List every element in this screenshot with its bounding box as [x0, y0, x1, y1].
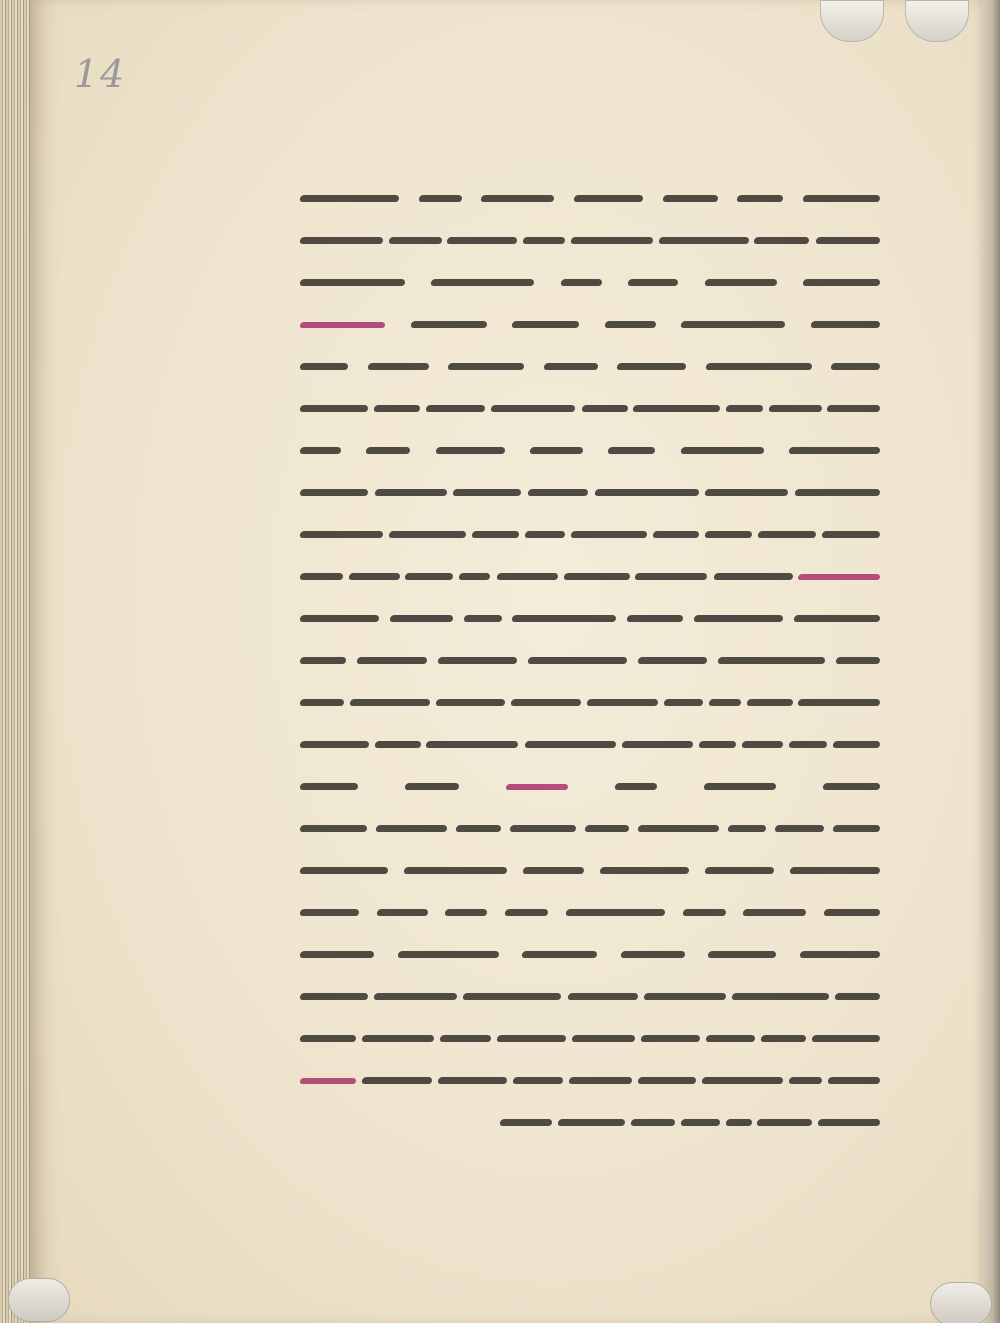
ink-stroke: [743, 909, 807, 916]
ink-stroke: [706, 1035, 756, 1042]
ink-stroke: [725, 1119, 752, 1126]
ink-stroke: [496, 573, 558, 580]
ink-stroke: [563, 573, 630, 580]
ink-stroke: [367, 363, 429, 370]
ink-stroke: [704, 279, 777, 286]
ink-stroke: [586, 699, 658, 706]
ink-stroke: [447, 237, 518, 244]
ink-stroke: [812, 1035, 881, 1042]
ink-stroke: [746, 699, 793, 706]
ink-stroke: [702, 1077, 784, 1084]
manuscript-line: [300, 296, 880, 338]
manuscript-line: [300, 338, 880, 380]
ink-stroke: [581, 405, 628, 412]
ink-stroke: [638, 1077, 697, 1084]
ink-stroke: [300, 573, 344, 580]
ink-stroke: [628, 279, 679, 286]
manuscript-line: [300, 1010, 880, 1052]
ink-stroke: [426, 741, 519, 748]
manuscript-line: [300, 716, 880, 758]
ink-stroke: [823, 909, 880, 916]
ink-stroke: [438, 657, 518, 664]
manuscript-line: [300, 842, 880, 884]
ink-stroke: [810, 321, 880, 328]
ink-stroke: [704, 783, 777, 790]
ink-stroke: [418, 195, 462, 202]
ink-stroke: [357, 657, 428, 664]
ink-stroke: [568, 1077, 632, 1084]
ink-stroke: [818, 1119, 881, 1126]
ink-stroke: [512, 1077, 563, 1084]
ink-stroke: [405, 783, 460, 790]
ink-stroke: [471, 531, 519, 538]
ink-stroke: [731, 993, 829, 1000]
ink-stroke: [512, 615, 617, 622]
ink-stroke: [300, 531, 384, 538]
ink-stroke: [821, 531, 880, 538]
ink-stroke: [682, 909, 726, 916]
ink-stroke: [565, 909, 665, 916]
ink-stroke: [705, 489, 789, 496]
ink-stroke: [491, 405, 576, 412]
ink-stroke: [300, 909, 360, 916]
ink-stroke: [366, 447, 411, 454]
ink-stroke: [299, 699, 344, 706]
ink-stroke: [410, 321, 487, 328]
manuscript-line: [300, 590, 880, 632]
ink-stroke: [570, 531, 647, 538]
ink-stroke: [680, 1119, 720, 1126]
manuscript-line: [300, 170, 880, 212]
ink-stroke: [831, 363, 881, 370]
manuscript-line: [300, 926, 880, 968]
ink-stroke: [388, 237, 442, 244]
ink-stroke: [621, 741, 693, 748]
ink-stroke: [572, 1035, 636, 1042]
ink-stroke: [662, 195, 718, 202]
ink-stroke: [481, 195, 555, 202]
ink-stroke: [373, 405, 420, 412]
ink-stroke: [802, 195, 880, 202]
ink-stroke: [524, 741, 616, 748]
ink-stroke: [823, 783, 881, 790]
manuscript-line: [500, 1094, 880, 1136]
ink-stroke: [527, 489, 588, 496]
ink-stroke: [300, 825, 368, 832]
ink-stroke: [361, 1077, 432, 1084]
ink-stroke: [633, 405, 721, 412]
ink-stroke: [497, 1035, 567, 1042]
ink-stroke: [681, 321, 786, 328]
ink-stroke: [708, 699, 741, 706]
ink-stroke: [435, 447, 505, 454]
ink-stroke: [300, 615, 380, 622]
ink-stroke: [573, 195, 643, 202]
ink-stroke: [425, 405, 485, 412]
ink-stroke: [627, 615, 684, 622]
ink-stroke: [585, 825, 630, 832]
ink-stroke: [463, 615, 502, 622]
ink-stroke: [571, 237, 654, 244]
ink-stroke: [713, 573, 793, 580]
ink-stroke: [699, 741, 737, 748]
ink-stroke: [631, 1119, 676, 1126]
ink-stroke: [643, 993, 726, 1000]
ink-stroke: [788, 447, 880, 454]
ink-stroke: [436, 699, 506, 706]
ink-stroke: [374, 489, 447, 496]
ink-stroke: [594, 489, 699, 496]
ink-stroke: [505, 909, 549, 916]
ink-stroke: [617, 363, 687, 370]
manuscript-line: [300, 632, 880, 674]
ink-stroke: [348, 573, 400, 580]
ink-stroke: [439, 1035, 491, 1042]
ink-stroke: [300, 447, 342, 454]
ink-stroke: [833, 825, 881, 832]
ink-stroke: [523, 867, 585, 874]
ink-stroke: [300, 951, 375, 958]
ink-stroke: [705, 363, 812, 370]
ink-stroke: [726, 405, 764, 412]
ink-stroke: [833, 741, 881, 748]
ink-stroke: [300, 279, 406, 286]
ink-stroke: [300, 783, 359, 790]
rubric-heading-stroke: [300, 322, 386, 328]
ink-stroke: [799, 951, 880, 958]
ink-stroke: [558, 1119, 626, 1126]
ink-stroke: [543, 363, 598, 370]
ink-stroke: [529, 447, 583, 454]
ink-stroke: [300, 657, 347, 664]
ink-stroke: [300, 1035, 356, 1042]
ink-stroke: [828, 1077, 881, 1084]
ink-stroke: [790, 867, 881, 874]
ink-stroke: [567, 993, 638, 1000]
ink-stroke: [604, 321, 656, 328]
rubric-heading-stroke: [506, 784, 569, 790]
manuscript-line: [300, 422, 880, 464]
ink-stroke: [300, 195, 400, 202]
ink-stroke: [463, 993, 562, 1000]
ink-stroke: [718, 657, 826, 664]
ink-stroke: [300, 741, 369, 748]
ink-stroke: [638, 825, 720, 832]
manuscript-line: [300, 212, 880, 254]
ink-stroke: [459, 573, 491, 580]
ink-stroke: [300, 993, 369, 1000]
ink-stroke: [757, 1119, 813, 1126]
ink-stroke: [300, 867, 389, 874]
manuscript-line: [300, 674, 880, 716]
ink-stroke: [815, 237, 880, 244]
ink-stroke: [758, 531, 816, 538]
page-edges: [0, 0, 34, 1323]
ink-stroke: [680, 447, 764, 454]
bottom-clip-left: [8, 1278, 70, 1322]
rubric-heading-stroke: [798, 574, 881, 580]
ink-stroke: [448, 363, 525, 370]
ink-stroke: [638, 657, 708, 664]
ink-stroke: [404, 867, 508, 874]
ink-stroke: [350, 699, 431, 706]
ink-stroke: [704, 531, 752, 538]
manuscript-line: [300, 758, 880, 800]
ink-stroke: [453, 489, 522, 496]
ink-stroke: [742, 741, 784, 748]
ink-stroke: [768, 405, 822, 412]
ink-stroke: [794, 489, 880, 496]
ink-stroke: [802, 279, 880, 286]
folio-number: 14: [74, 52, 127, 96]
ink-stroke: [300, 405, 369, 412]
ink-stroke: [376, 825, 448, 832]
manuscript-text-block: [300, 170, 880, 1136]
ink-stroke: [405, 573, 454, 580]
ink-stroke: [615, 783, 658, 790]
ink-stroke: [376, 909, 428, 916]
ink-stroke: [694, 615, 784, 622]
ink-stroke: [510, 699, 581, 706]
ink-stroke: [300, 363, 349, 370]
ink-stroke: [635, 573, 708, 580]
ink-stroke: [754, 237, 810, 244]
ink-stroke: [760, 1035, 806, 1042]
ink-stroke: [827, 405, 881, 412]
bottom-clip-right: [930, 1282, 992, 1323]
ink-stroke: [389, 615, 453, 622]
ink-stroke: [620, 951, 685, 958]
ink-stroke: [456, 825, 502, 832]
ink-stroke: [728, 825, 767, 832]
page-right-edge: [982, 0, 1000, 1323]
ink-stroke: [300, 489, 369, 496]
ink-stroke: [374, 993, 458, 1000]
manuscript-line: [300, 884, 880, 926]
ink-stroke: [798, 699, 881, 706]
manuscript-line: [300, 254, 880, 296]
ink-stroke: [600, 867, 690, 874]
manuscript-line: [300, 968, 880, 1010]
ink-stroke: [705, 867, 775, 874]
ink-stroke: [708, 951, 777, 958]
ink-stroke: [522, 951, 598, 958]
manuscript-line: [300, 548, 880, 590]
ink-stroke: [789, 1077, 823, 1084]
ink-stroke: [300, 237, 384, 244]
ink-stroke: [499, 1119, 552, 1126]
ink-stroke: [397, 951, 499, 958]
manuscript-line: [300, 464, 880, 506]
manuscript-line: [300, 1052, 880, 1094]
ink-stroke: [658, 237, 748, 244]
ink-stroke: [663, 699, 703, 706]
ink-stroke: [789, 741, 828, 748]
ink-stroke: [793, 615, 880, 622]
ink-stroke: [388, 531, 466, 538]
manuscript-line: [300, 800, 880, 842]
ink-stroke: [510, 825, 577, 832]
rubric-heading-stroke: [300, 1078, 357, 1084]
ink-stroke: [835, 993, 881, 1000]
manuscript-line: [300, 380, 880, 422]
ink-stroke: [737, 195, 784, 202]
manuscript-line: [300, 506, 880, 548]
ink-stroke: [374, 741, 421, 748]
ink-stroke: [653, 531, 700, 538]
ink-stroke: [438, 1077, 508, 1084]
ink-stroke: [608, 447, 656, 454]
ink-stroke: [775, 825, 825, 832]
ink-stroke: [361, 1035, 434, 1042]
ink-stroke: [523, 237, 566, 244]
ink-stroke: [431, 279, 535, 286]
ink-stroke: [641, 1035, 701, 1042]
ink-stroke: [525, 531, 566, 538]
ink-stroke: [560, 279, 602, 286]
ink-stroke: [528, 657, 628, 664]
ink-stroke: [836, 657, 881, 664]
ink-stroke: [445, 909, 488, 916]
ink-stroke: [512, 321, 580, 328]
